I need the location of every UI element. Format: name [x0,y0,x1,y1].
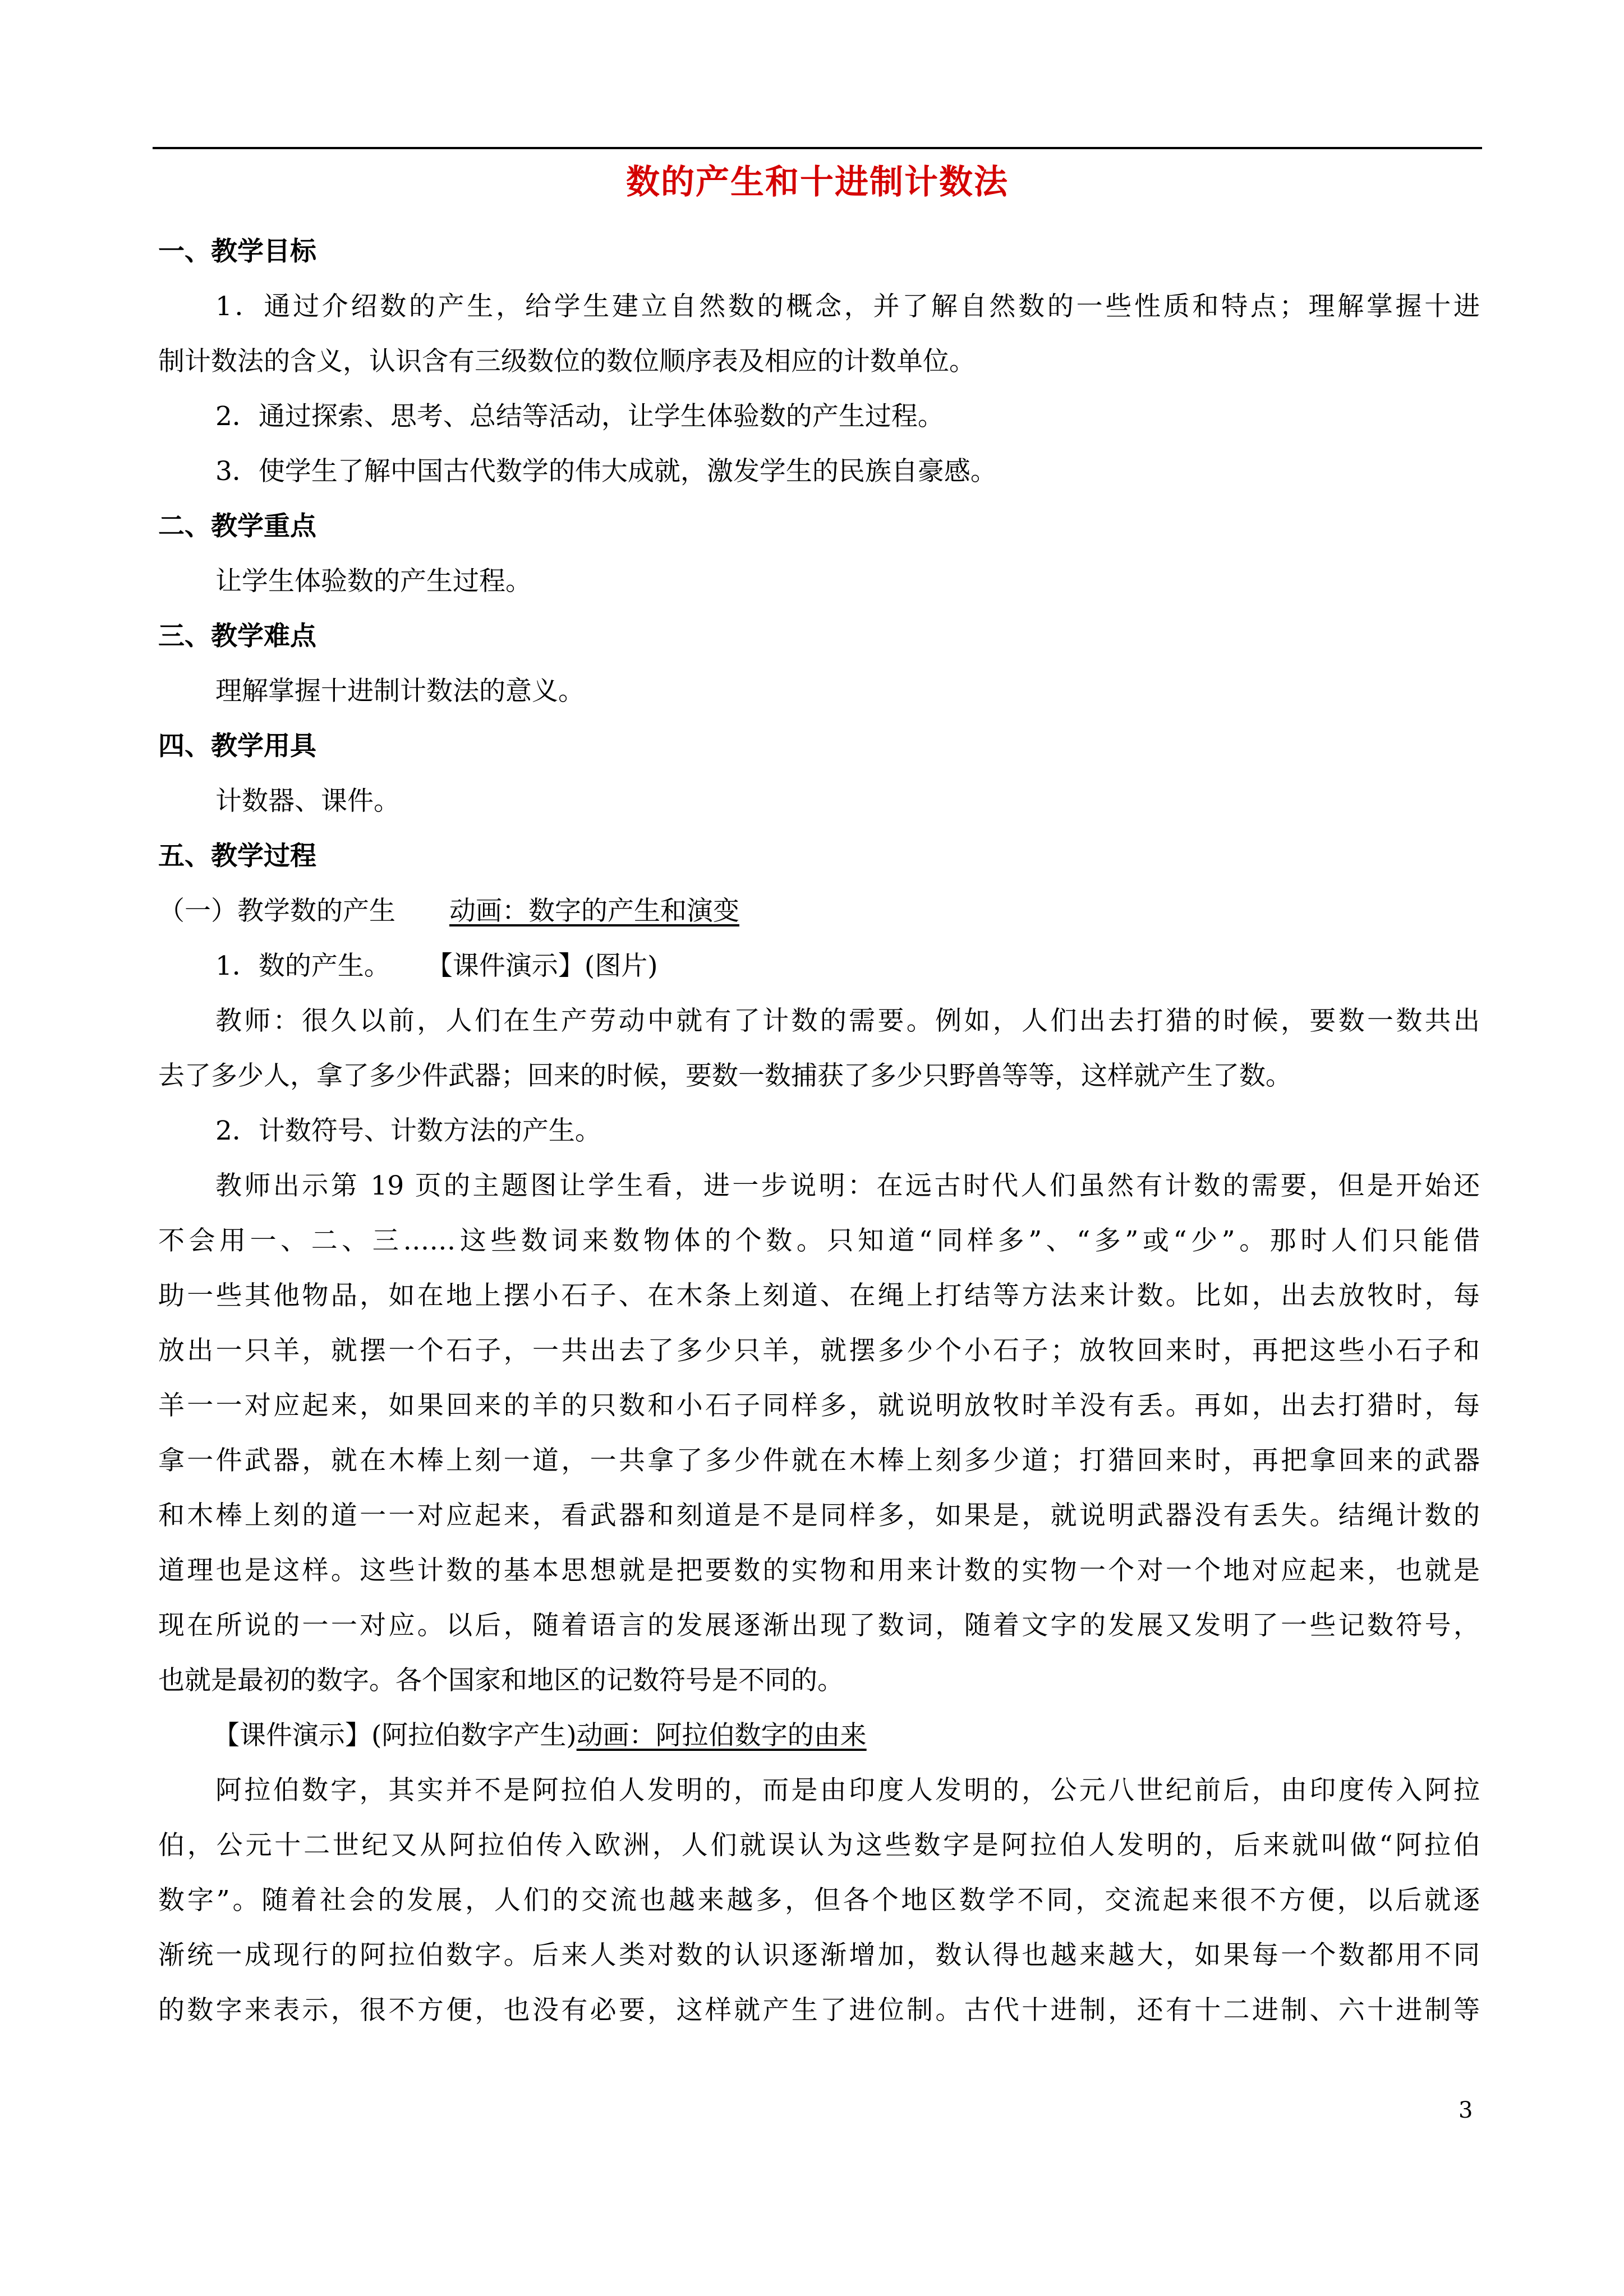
subsection-label: （一）教学数的产生 [158,896,395,926]
section-heading-process: 五、教学过程 [158,841,316,872]
demo-line [158,1708,1480,1763]
item-label: 1．数的产生。 [215,951,390,981]
paragraph-line: 道理也是这样。这些计数的基本思想就是把要数的实物和用来计数的实物一个对一个地对应起来，也就是 [158,1555,1480,1586]
section-heading-tools: 四、教学用具 [158,731,316,762]
paragraph-line: 渐统一成现行的阿拉伯数字。后来人类对数的认识逐渐增加，数认得也越来越大，如果每一个数都用不同 [158,1940,1480,1971]
animation-link-arabic-numerals[interactable]: 动画：阿拉伯数字的由来 [576,1720,867,1751]
paragraph-line: 也就是最初的数字。各个国家和地区的记数符号是不同的。 [158,1665,844,1696]
paragraph-line: 去了多少人，拿了多少件武器；回来的时候，要数一数捕获了多少只野兽等等，这样就产生了数。 [158,1061,1292,1091]
paragraph-line: 现在所说的一一对应。以后，随着语言的发展逐渐出现了数词，随着文字的发展又发明了一些记数符号， [158,1610,1480,1641]
paragraph-line: 阿拉伯数字，其实并不是阿拉伯人发明的，而是由印度人发明的，公元八世纪前后，由印度传入阿拉 [215,1775,1480,1806]
paragraph-line: 数字”。随着社会的发展，人们的交流也越来越多，但各个地区数学不同，交流起来很不方便，以后就逐 [158,1885,1480,1916]
section-heading-difficulties: 三、教学难点 [158,621,316,652]
paragraph-line: 伯，公元十二世纪又从阿拉伯传入欧洲，人们就误认为这些数字是阿拉伯人发明的，后来就叫做“阿拉伯 [158,1830,1480,1861]
paragraph-line: 3．使学生了解中国古代数学的伟大成就，激发学生的民族自豪感。 [215,456,997,487]
paragraph-line: 1．通过介绍数的产生，给学生建立自然数的概念，并了解自然数的一些性质和特点；理解掌握十进 [215,291,1480,322]
paragraph-line: 教师出示第 19 页的主题图让学生看，进一步说明：在远古时代人们虽然有计数的需要，但是开始还 [215,1170,1480,1201]
page-number: 3 [1459,2097,1473,2123]
animation-link-number-origin[interactable]: 动画：数字的产生和演变 [449,896,739,926]
paragraph-line: 羊一一对应起来，如果回来的羊的只数和小石子同样多，就说明放牧时羊没有丢。再如，出去打猎时，每 [158,1390,1480,1421]
paragraph-line: 的数字来表示，很不方便，也没有必要，这样就产生了进位制。古代十进制，还有十二进制、六十进制等 [158,1995,1480,2026]
paragraph-line: 助一些其他物品，如在地上摆小石子、在木条上刻道、在绳上打结等方法来计数。比如，出去放牧时，每 [158,1280,1480,1311]
paragraph-line: 让学生体验数的产生过程。 [215,566,532,597]
paragraph-teacher-intro [158,994,1480,1104]
paragraph-line: 和木棒上刻的道一一对应起来，看武器和刻道是不是同样多，如果是，就说明武器没有丢失。结绳计数的 [158,1500,1480,1531]
paragraph-counting-methods [158,1159,1480,1708]
section-heading-objectives: 一、教学目标 [158,236,316,267]
header-rule [153,147,1482,149]
paragraph-line: 制计数法的含义，认识含有三级数位的数位顺序表及相应的计数单位。 [158,346,976,377]
paragraph-line: 理解掌握十进制计数法的意义。 [215,676,585,707]
paragraph-line: 放出一只羊，就摆一个石子，一共出去了多少只羊，就摆多少个小石子；放牧回来时，再把这些小石子和 [158,1335,1480,1366]
document-title: 数的产生和十进制计数法 [626,163,1009,202]
item-line: 2．计数符号、计数方法的产生。 [215,1115,601,1146]
paragraph-line: 教师：很久以前，人们在生产劳动中就有了计数的需要。例如，人们出去打猎的时候，要数一数共出 [215,1006,1480,1036]
courseware-demo-label: 【课件演示】(阿拉伯数字产生) [213,1720,577,1751]
subsection-line [158,884,1480,939]
paragraph-line: 拿一件武器，就在木棒上刻一道，一共拿了多少件就在木棒上刻多少道；打猎回来时，再把拿回来的武器 [158,1445,1480,1476]
courseware-demo-label: 【课件演示】(图片) [426,951,658,981]
document-body [158,224,1480,2038]
paragraph-line: 不会用一、二、三……这些数词来数物体的个数。只知道“同样多”、“多”或“少”。那时人们只能借 [158,1225,1480,1256]
paragraph-arabic-numerals [158,1763,1480,2038]
paragraph-line: 2．通过探索、思考、总结等活动，让学生体验数的产生过程。 [215,401,944,432]
section-heading-key-points: 二、教学重点 [158,511,316,542]
paragraph-line: 计数器、课件。 [215,786,400,817]
item-line [158,939,1480,994]
